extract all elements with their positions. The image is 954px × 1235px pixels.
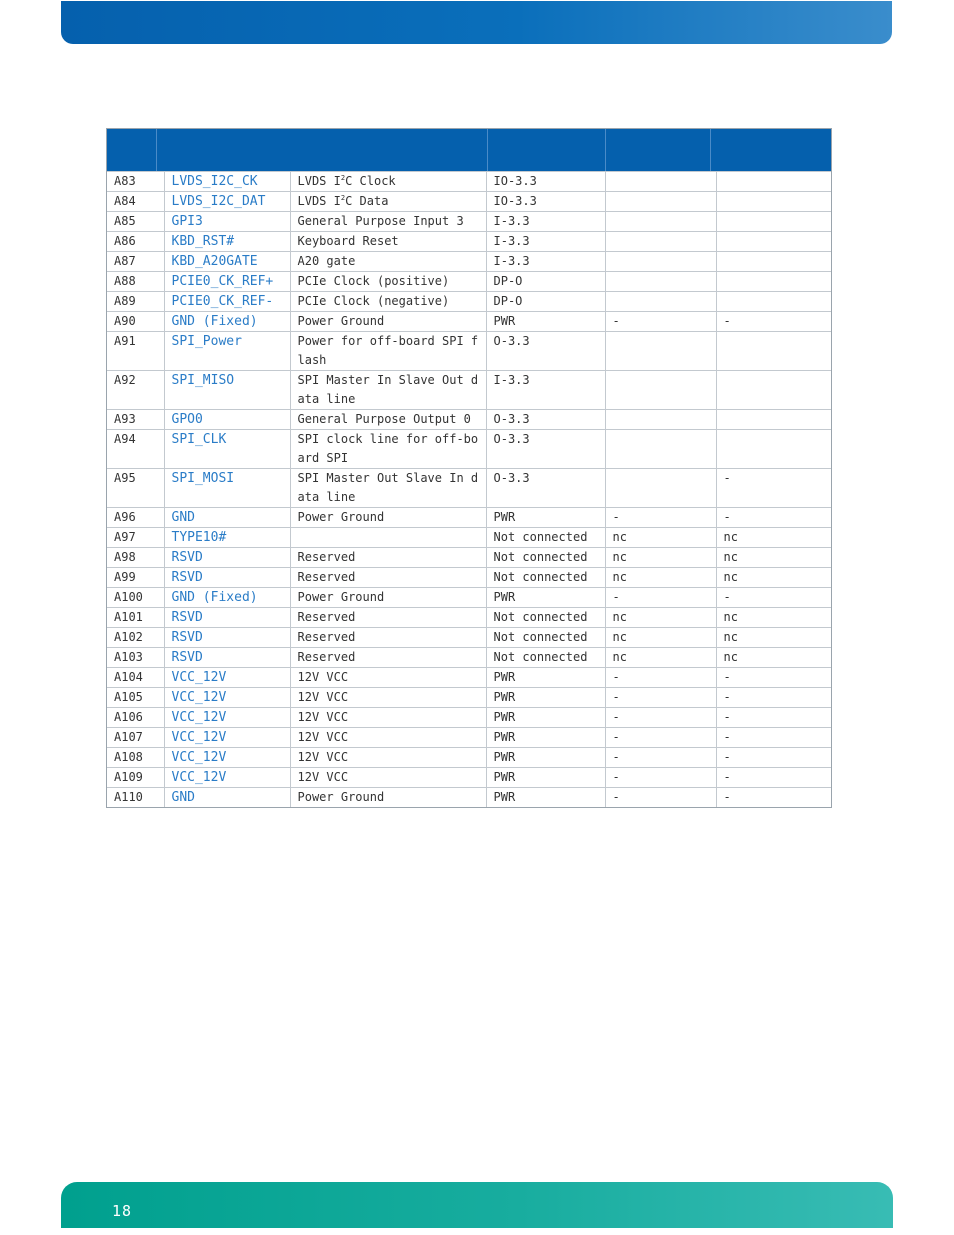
signal-name-cell: VCC_12V [164, 768, 290, 788]
pin-number-cell: A110 [107, 788, 164, 808]
io-type-cell: PWR [486, 688, 605, 708]
pin-number-cell: A92 [107, 371, 164, 410]
table-row [107, 788, 831, 808]
pin-number-cell: A87 [107, 252, 164, 272]
signal-name-cell: GND [164, 508, 290, 528]
column-5-cell [605, 410, 716, 430]
description-cell: Power Ground [290, 312, 486, 332]
column-6-cell [716, 332, 831, 371]
io-type-cell: I-3.3 [486, 252, 605, 272]
table-row [107, 430, 831, 469]
pin-number-cell: A86 [107, 232, 164, 252]
signal-name-cell: SPI_MISO [164, 371, 290, 410]
signal-name-cell: PCIE0_CK_REF- [164, 292, 290, 312]
pin-number-cell: A93 [107, 410, 164, 430]
signal-name-cell: VCC_12V [164, 708, 290, 728]
header-banner [61, 1, 892, 44]
pin-number-cell: A83 [107, 172, 164, 192]
pin-number-cell: A105 [107, 688, 164, 708]
description-cell: PCIe Clock (negative) [290, 292, 486, 312]
io-type-cell: PWR [486, 668, 605, 688]
table-row [107, 252, 831, 272]
table-row [107, 469, 831, 508]
io-type-cell: Not connected [486, 648, 605, 668]
header-divider [710, 129, 711, 171]
column-5-cell: - [605, 312, 716, 332]
description-cell: 12V VCC [290, 668, 486, 688]
pinout-table-body [107, 171, 831, 807]
description-cell: Reserved [290, 568, 486, 588]
column-5-cell: - [605, 668, 716, 688]
signal-name-cell: GND [164, 788, 290, 808]
table-header [107, 129, 831, 171]
column-6-cell [716, 272, 831, 292]
signal-name-cell: VCC_12V [164, 748, 290, 768]
pin-number-cell: A106 [107, 708, 164, 728]
description-cell: Keyboard Reset [290, 232, 486, 252]
pin-number-cell: A100 [107, 588, 164, 608]
table-row [107, 648, 831, 668]
page-number: 18 [112, 1202, 133, 1220]
io-type-cell: O-3.3 [486, 332, 605, 371]
column-5-cell: nc [605, 628, 716, 648]
signal-name-cell: SPI_Power [164, 332, 290, 371]
signal-name-cell: RSVD [164, 568, 290, 588]
description-cell: 12V VCC [290, 768, 486, 788]
table-row [107, 212, 831, 232]
column-5-cell: - [605, 768, 716, 788]
table-row [107, 528, 831, 548]
signal-name-cell: KBD_A20GATE [164, 252, 290, 272]
table-row [107, 548, 831, 568]
io-type-cell: I-3.3 [486, 212, 605, 232]
description-cell: A20 gate [290, 252, 486, 272]
table-row [107, 410, 831, 430]
pin-number-cell: A98 [107, 548, 164, 568]
io-type-cell: Not connected [486, 628, 605, 648]
table-row [107, 708, 831, 728]
column-5-cell: nc [605, 568, 716, 588]
signal-name-cell: RSVD [164, 608, 290, 628]
column-6-cell [716, 410, 831, 430]
column-6-cell: - [716, 788, 831, 808]
column-6-cell [716, 212, 831, 232]
column-5-cell [605, 371, 716, 410]
description-cell: Power for off-board SPI flash [290, 332, 486, 371]
column-6-cell: nc [716, 648, 831, 668]
table-row [107, 312, 831, 332]
column-5-cell: - [605, 508, 716, 528]
description-cell: Reserved [290, 628, 486, 648]
io-type-cell: DP-O [486, 272, 605, 292]
table-row [107, 232, 831, 252]
description-cell: General Purpose Output 0 [290, 410, 486, 430]
column-5-cell: nc [605, 548, 716, 568]
description-cell: Reserved [290, 548, 486, 568]
column-5-cell [605, 232, 716, 252]
io-type-cell: PWR [486, 748, 605, 768]
description-cell: SPI clock line for off-board SPI [290, 430, 486, 469]
table-row [107, 688, 831, 708]
io-type-cell: Not connected [486, 608, 605, 628]
io-type-cell: IO-3.3 [486, 192, 605, 212]
pin-number-cell: A94 [107, 430, 164, 469]
column-5-cell [605, 212, 716, 232]
table-row [107, 332, 831, 371]
io-type-cell: PWR [486, 788, 605, 808]
signal-name-cell: TYPE10# [164, 528, 290, 548]
pin-number-cell: A96 [107, 508, 164, 528]
io-type-cell: I-3.3 [486, 371, 605, 410]
column-6-cell [716, 292, 831, 312]
description-text: C Clock [345, 174, 396, 188]
column-6-cell: nc [716, 628, 831, 648]
table-row [107, 668, 831, 688]
column-5-cell [605, 430, 716, 469]
io-type-cell: O-3.3 [486, 410, 605, 430]
column-5-cell [605, 252, 716, 272]
column-6-cell: - [716, 588, 831, 608]
description-cell: 12V VCC [290, 708, 486, 728]
column-6-cell: - [716, 508, 831, 528]
pin-number-cell: A101 [107, 608, 164, 628]
pin-number-cell: A91 [107, 332, 164, 371]
signal-name-cell: VCC_12V [164, 668, 290, 688]
pin-number-cell: A95 [107, 469, 164, 508]
column-5-cell: nc [605, 648, 716, 668]
io-type-cell: PWR [486, 728, 605, 748]
column-6-cell: nc [716, 608, 831, 628]
table-row [107, 628, 831, 648]
description-text: C Data [345, 194, 389, 208]
description-cell: Power Ground [290, 588, 486, 608]
io-type-cell: PWR [486, 708, 605, 728]
column-6-cell: - [716, 469, 831, 508]
signal-name-cell: SPI_MOSI [164, 469, 290, 508]
header-divider [605, 129, 606, 171]
pinout-table [106, 128, 832, 808]
pin-number-cell: A107 [107, 728, 164, 748]
pin-number-cell: A88 [107, 272, 164, 292]
column-5-cell: nc [605, 608, 716, 628]
column-5-cell: - [605, 748, 716, 768]
column-6-cell: nc [716, 568, 831, 588]
signal-name-cell: GND (Fixed) [164, 312, 290, 332]
io-type-cell: PWR [486, 768, 605, 788]
table-row [107, 371, 831, 410]
description-cell: SPI Master In Slave Out data line [290, 371, 486, 410]
description-cell [290, 528, 486, 548]
table-row [107, 588, 831, 608]
table-row [107, 608, 831, 628]
column-6-cell [716, 172, 831, 192]
column-5-cell: - [605, 588, 716, 608]
header-divider [156, 129, 157, 171]
signal-name-cell: KBD_RST# [164, 232, 290, 252]
column-5-cell [605, 469, 716, 508]
footer-banner [61, 1182, 893, 1228]
description-cell: 12V VCC [290, 748, 486, 768]
signal-name-cell: VCC_12V [164, 688, 290, 708]
pin-number-cell: A108 [107, 748, 164, 768]
table-row [107, 568, 831, 588]
signal-name-cell: RSVD [164, 548, 290, 568]
description-cell: 12V VCC [290, 728, 486, 748]
table-row [107, 748, 831, 768]
io-type-cell: I-3.3 [486, 232, 605, 252]
pin-number-cell: A84 [107, 192, 164, 212]
pin-number-cell: A85 [107, 212, 164, 232]
pin-number-cell: A89 [107, 292, 164, 312]
io-type-cell: O-3.3 [486, 430, 605, 469]
column-5-cell: nc [605, 528, 716, 548]
column-6-cell: - [716, 668, 831, 688]
signal-name-cell: GPO0 [164, 410, 290, 430]
column-6-cell: - [716, 312, 831, 332]
column-5-cell [605, 332, 716, 371]
signal-name-cell: VCC_12V [164, 728, 290, 748]
description-cell: Reserved [290, 648, 486, 668]
column-6-cell [716, 371, 831, 410]
signal-name-cell: GPI3 [164, 212, 290, 232]
io-type-cell: IO-3.3 [486, 172, 605, 192]
description-cell: Power Ground [290, 508, 486, 528]
description-text: LVDS I [297, 194, 341, 208]
description-cell: SPI Master Out Slave In data line [290, 469, 486, 508]
description-cell: 12V VCC [290, 688, 486, 708]
column-5-cell [605, 292, 716, 312]
column-6-cell [716, 430, 831, 469]
column-6-cell [716, 232, 831, 252]
table-row [107, 728, 831, 748]
table-row [107, 272, 831, 292]
column-6-cell: - [716, 688, 831, 708]
column-6-cell: - [716, 708, 831, 728]
signal-name-cell: SPI_CLK [164, 430, 290, 469]
pin-number-cell: A104 [107, 668, 164, 688]
pin-number-cell: A103 [107, 648, 164, 668]
description-cell: Power Ground [290, 788, 486, 808]
io-type-cell: PWR [486, 508, 605, 528]
signal-name-cell: RSVD [164, 648, 290, 668]
pin-number-cell: A99 [107, 568, 164, 588]
table-row [107, 508, 831, 528]
description-text: LVDS I [297, 174, 341, 188]
io-type-cell: PWR [486, 312, 605, 332]
column-5-cell: - [605, 708, 716, 728]
io-type-cell: O-3.3 [486, 469, 605, 508]
signal-name-cell: RSVD [164, 628, 290, 648]
column-5-cell [605, 172, 716, 192]
column-6-cell: - [716, 748, 831, 768]
description-cell: PCIe Clock (positive) [290, 272, 486, 292]
signal-name-cell: LVDS_I2C_DAT [164, 192, 290, 212]
description-cell: General Purpose Input 3 [290, 212, 486, 232]
table-row [107, 292, 831, 312]
io-type-cell: Not connected [486, 568, 605, 588]
column-5-cell: - [605, 688, 716, 708]
header-divider [487, 129, 488, 171]
column-6-cell [716, 252, 831, 272]
column-5-cell: - [605, 728, 716, 748]
column-6-cell: - [716, 768, 831, 788]
column-6-cell: nc [716, 548, 831, 568]
pin-number-cell: A102 [107, 628, 164, 648]
io-type-cell: DP-O [486, 292, 605, 312]
column-6-cell [716, 192, 831, 212]
description-cell [290, 172, 486, 192]
column-6-cell: - [716, 728, 831, 748]
signal-name-cell: PCIE0_CK_REF+ [164, 272, 290, 292]
signal-name-cell: LVDS_I2C_CK [164, 172, 290, 192]
column-5-cell [605, 192, 716, 212]
column-6-cell: nc [716, 528, 831, 548]
table-row [107, 192, 831, 212]
pin-number-cell: A109 [107, 768, 164, 788]
superscript: 2 [340, 174, 346, 182]
column-5-cell: - [605, 788, 716, 808]
io-type-cell: Not connected [486, 528, 605, 548]
superscript: 2 [340, 194, 346, 202]
pin-number-cell: A97 [107, 528, 164, 548]
signal-name-cell: GND (Fixed) [164, 588, 290, 608]
io-type-cell: PWR [486, 588, 605, 608]
description-cell: Reserved [290, 608, 486, 628]
table-row [107, 768, 831, 788]
table-row [107, 172, 831, 192]
description-cell [290, 192, 486, 212]
column-5-cell [605, 272, 716, 292]
pin-number-cell: A90 [107, 312, 164, 332]
io-type-cell: Not connected [486, 548, 605, 568]
